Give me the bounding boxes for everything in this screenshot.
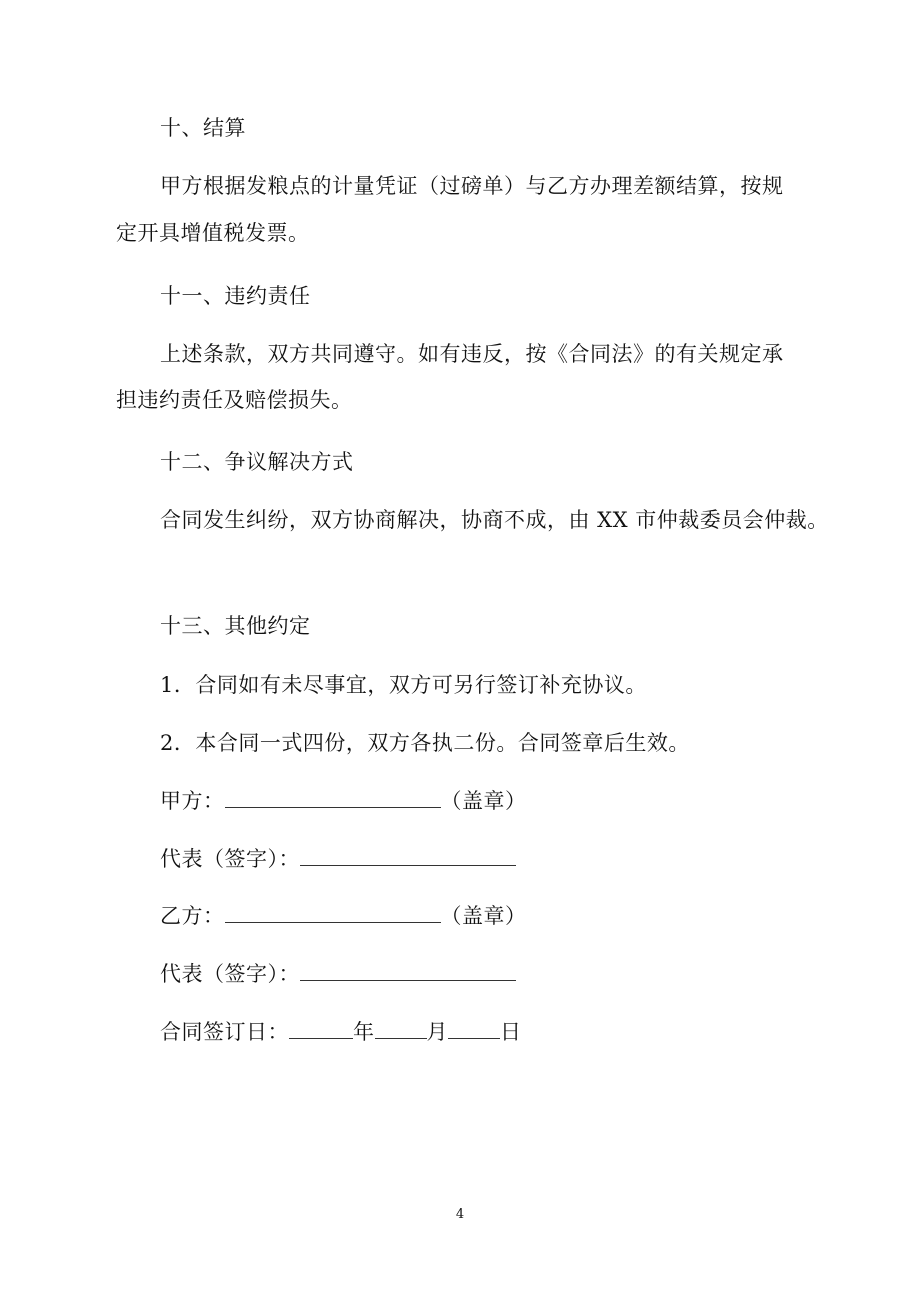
section-10-text-line2: 定开具增值税发票。: [116, 221, 310, 245]
section-13-heading: 十三、其他约定: [160, 614, 311, 638]
section-10-heading: 十、结算: [160, 116, 246, 140]
party-a-rep-label: 代表（签字）：: [160, 847, 300, 871]
party-b-rep-row: [160, 960, 516, 988]
date-label: 合同签订日：: [160, 1020, 289, 1044]
section-11-text-line2: 担违约责任及赔偿损失。: [116, 388, 353, 412]
party-b-seal: （盖章）: [440, 904, 527, 928]
party-b-signature-row: [160, 902, 527, 930]
party-a-rep-blank[interactable]: [300, 845, 516, 866]
section-12-heading: 十二、争议解决方式: [160, 450, 354, 474]
signing-date-row: [160, 1018, 522, 1046]
section-11-text-line1: 上述条款，双方共同遵守。如有违反，按《合同法》的有关规定承: [160, 342, 784, 366]
section-11-heading: 十一、违约责任: [160, 284, 311, 308]
day-label: 日: [500, 1020, 522, 1044]
party-b-rep-blank[interactable]: [300, 960, 516, 981]
party-a-seal: （盖章）: [440, 789, 527, 813]
party-b-blank[interactable]: [225, 902, 441, 923]
section-13-item-1: 1．合同如有未尽事宜，双方可另行签订补充协议。: [160, 673, 647, 697]
year-label: 年: [353, 1020, 375, 1044]
party-a-rep-row: [160, 845, 516, 873]
party-b-label: 乙方：: [160, 904, 225, 928]
party-a-blank[interactable]: [225, 787, 441, 808]
year-blank[interactable]: [289, 1018, 353, 1039]
section-13-item-2: 2．本合同一式四份，双方各执二份。合同签章后生效。: [160, 731, 690, 755]
section-10-text-line1: 甲方根据发粮点的计量凭证（过磅单）与乙方办理差额结算，按规: [160, 174, 784, 198]
day-blank[interactable]: [448, 1018, 500, 1039]
section-12-text: 合同发生纠纷，双方协商解决，协商不成，由 XX 市仲裁委员会仲裁。: [160, 508, 829, 532]
month-label: 月: [426, 1020, 448, 1044]
month-blank[interactable]: [375, 1018, 427, 1039]
party-a-label: 甲方：: [160, 789, 225, 813]
party-a-signature-row: [160, 787, 527, 815]
party-b-rep-label: 代表（签字）：: [160, 962, 300, 986]
page-number: 4: [455, 1207, 465, 1222]
